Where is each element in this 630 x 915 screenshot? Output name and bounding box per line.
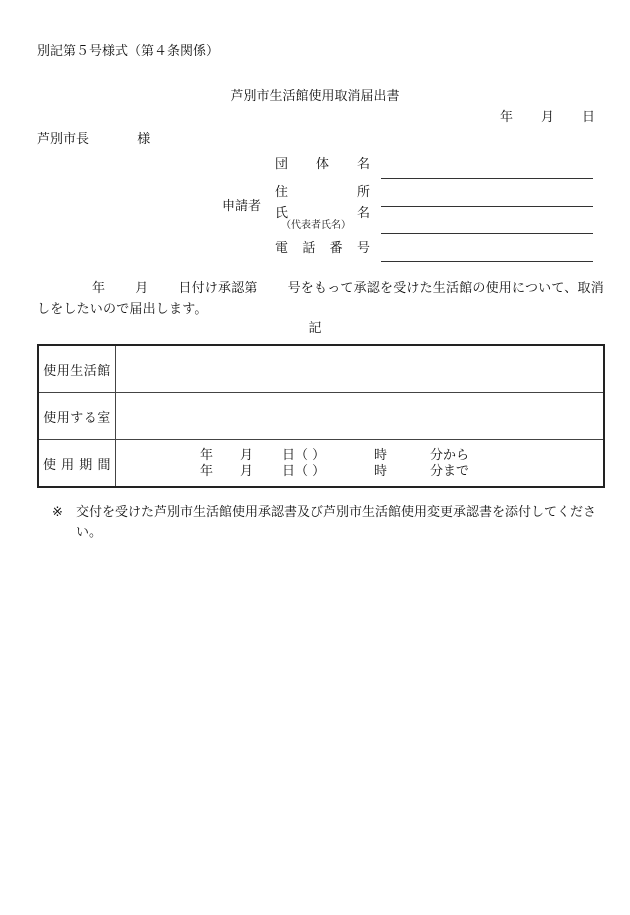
period-from-line [116,449,603,463]
table-row [38,440,604,488]
date-year-label: 年 [500,110,514,125]
address-field[interactable] [381,206,593,207]
body-month: 月 [135,281,149,296]
usage-table [37,344,605,488]
body-rest-text: 号をもって承認を受けた生活館の使用について、取消しをしたいので届出します。 [37,281,604,317]
body-year: 年 [92,281,106,296]
address-label: 住 所 [275,185,370,200]
facility-value-cell[interactable] [116,345,605,393]
from-hour: 時 [374,448,388,463]
ki-heading: 記 [308,321,322,336]
room-value-cell[interactable] [116,393,605,440]
row-facility-label: 使用生活館 [38,345,116,393]
from-minute: 分から [430,448,470,463]
representative-note: （代表者氏名） [281,220,351,231]
to-hour: 時 [374,464,388,479]
form-number: 別記第５号様式（第４条関係） [37,44,220,59]
to-year: 年 [200,464,214,479]
addressee-name: 芦別市長 [37,132,90,147]
from-month: 月 [240,448,254,463]
from-day: 日（ ） [282,448,326,463]
note-text: 交付を受けた芦別市生活館使用承認書及び芦別市生活館使用変更承認書を添付してください。 [76,505,597,540]
body-text [37,278,609,320]
phone-field[interactable] [381,261,593,262]
document-title: 芦別市生活館使用取消届出書 [230,89,400,104]
date-month-label: 月 [541,110,555,125]
note [52,503,607,543]
period-value-cell[interactable] [116,440,605,488]
from-year: 年 [200,448,214,463]
date-day-label: 日 [582,110,596,125]
note-mark: ※ [52,505,63,520]
period-to-line [116,465,603,479]
name-label: 氏 名 [275,206,370,221]
group-name-field[interactable] [381,178,593,179]
row-period-label: 使 用 期 間 [38,440,116,488]
applicant-label: 申請者 [222,199,262,214]
body-approval-date-text: 日付け承認第 [178,281,258,296]
to-day: 日（ ） [282,464,326,479]
to-minute: 分まで [430,464,470,479]
addressee-honorific: 様 [137,132,151,147]
addressee [37,133,150,146]
phone-label: 電 話 番 号 [275,241,370,256]
name-field[interactable] [381,233,593,234]
to-month: 月 [240,464,254,479]
row-room-label: 使用する室 [38,393,116,440]
table-row [38,345,604,393]
group-name-label: 団 体 名 [275,157,370,172]
table-row [38,393,604,440]
